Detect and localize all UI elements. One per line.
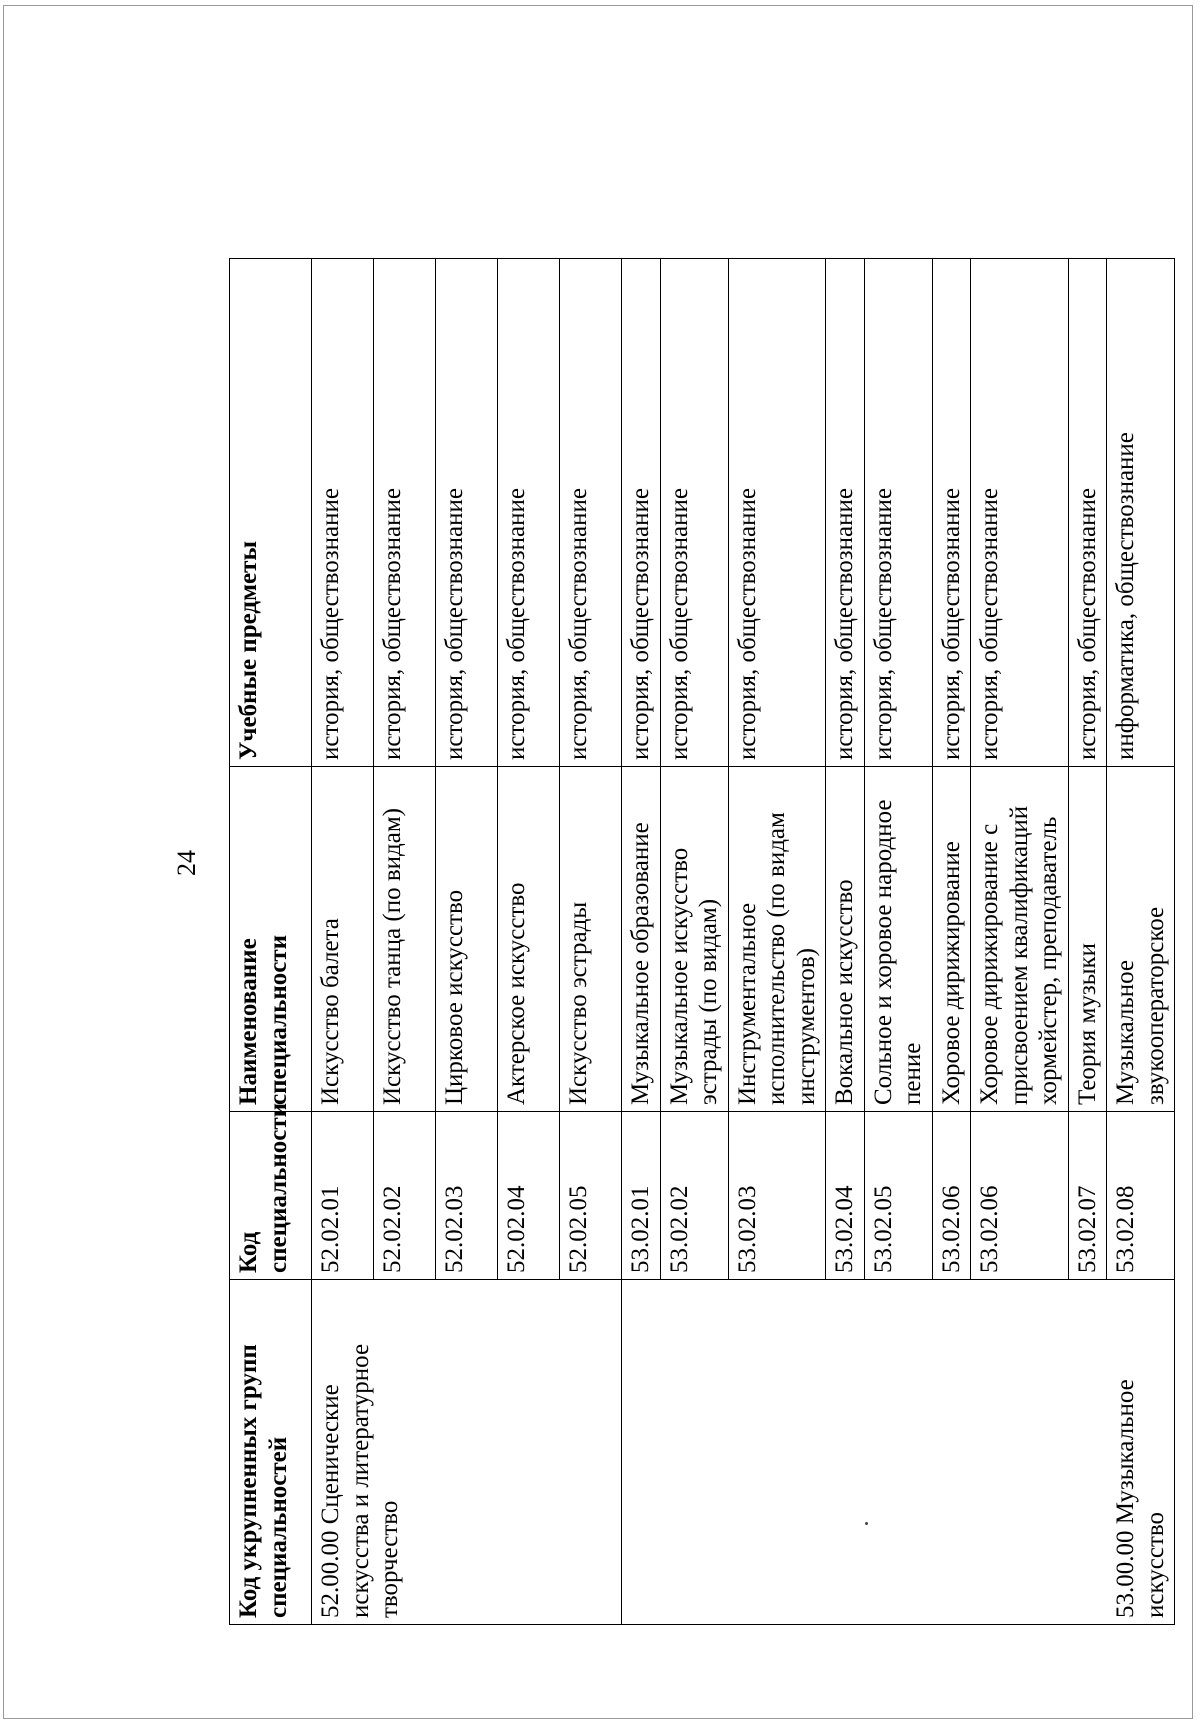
- specialty-code: 52.02.04: [498, 1112, 560, 1280]
- subjects: история, обществознание: [971, 259, 1069, 767]
- subjects: история, обществознание: [498, 259, 560, 767]
- table-header-row: [230, 259, 312, 1625]
- specialty-name: Искусство танца (по видам): [374, 767, 436, 1112]
- specialty-name: Вокальное искусство: [826, 767, 865, 1112]
- header-subjects: Учебные предметы: [230, 259, 312, 767]
- specialty-name: Хоровое дирижирование: [932, 767, 971, 1112]
- specialty-code: 53.02.03: [728, 1112, 826, 1280]
- specialty-code: 53.02.05: [864, 1112, 932, 1280]
- specialties-table: [229, 258, 1175, 1625]
- specialty-name: Актерское искусство: [498, 767, 560, 1112]
- specialty-name: Музыкальное образование: [622, 767, 661, 1112]
- specialty-code: 53.02.06: [932, 1112, 971, 1280]
- header-group-code: Код укрупненных групп специальностей: [230, 1280, 312, 1625]
- table-row: [312, 259, 374, 1625]
- specialty-name: Музыкальное искусство эстрады (по видам): [660, 767, 728, 1112]
- subjects: история, обществознание: [826, 259, 865, 767]
- specialty-code: 53.02.08: [1107, 1112, 1175, 1280]
- specialty-code: 53.02.01: [622, 1112, 661, 1280]
- specialty-name: Музыкальное звукооператорское: [1107, 767, 1175, 1112]
- subjects: история, обществознание: [932, 259, 971, 767]
- subjects: история, обществознание: [622, 259, 661, 767]
- subjects: история, обществознание: [374, 259, 436, 767]
- scan-speck: [865, 1522, 868, 1525]
- subjects: информатика, обществознание: [1107, 259, 1175, 767]
- group-cell-52: 52.00.00 Сценические искусства и литературное творчество: [312, 1280, 622, 1625]
- specialty-name: Теория музыки: [1068, 767, 1107, 1112]
- specialty-code: 52.02.05: [560, 1112, 622, 1280]
- specialty-name: Искусство балета: [312, 767, 374, 1112]
- specialty-code: 52.02.01: [312, 1112, 374, 1280]
- subjects: история, обществознание: [660, 259, 728, 767]
- group-cell-53: 53.00.00 Музыкальное искусство: [622, 1280, 1175, 1625]
- specialty-name: Хоровое дирижирование с присвоением квалификаций хормейстер, преподаватель: [971, 767, 1069, 1112]
- specialty-name: Инструментальное исполнительство (по видам инструментов): [728, 767, 826, 1112]
- specialty-name: Цирковое искусство: [436, 767, 498, 1112]
- header-specialty-code: Код специальности: [230, 1112, 312, 1280]
- subjects: история, обществознание: [436, 259, 498, 767]
- subjects: история, обществознание: [728, 259, 826, 767]
- specialty-name: Искусство эстрады: [560, 767, 622, 1112]
- specialty-code: 53.02.04: [826, 1112, 865, 1280]
- specialty-code: 52.02.02: [374, 1112, 436, 1280]
- header-specialty-name: Наименование специальности: [230, 767, 312, 1112]
- subjects: история, обществознание: [1068, 259, 1107, 767]
- subjects: история, обществознание: [312, 259, 374, 767]
- page-number: 24: [172, 850, 201, 876]
- subjects: история, обществознание: [560, 259, 622, 767]
- specialty-code: 53.02.02: [660, 1112, 728, 1280]
- rotated-sheet: [100, 83, 1169, 1643]
- table-row: [622, 259, 661, 1625]
- specialty-name: Сольное и хоровое народное пение: [864, 767, 932, 1112]
- specialty-code: 53.02.06: [971, 1112, 1069, 1280]
- subjects: история, обществознание: [864, 259, 932, 767]
- specialty-code: 52.02.03: [436, 1112, 498, 1280]
- specialty-code: 53.02.07: [1068, 1112, 1107, 1280]
